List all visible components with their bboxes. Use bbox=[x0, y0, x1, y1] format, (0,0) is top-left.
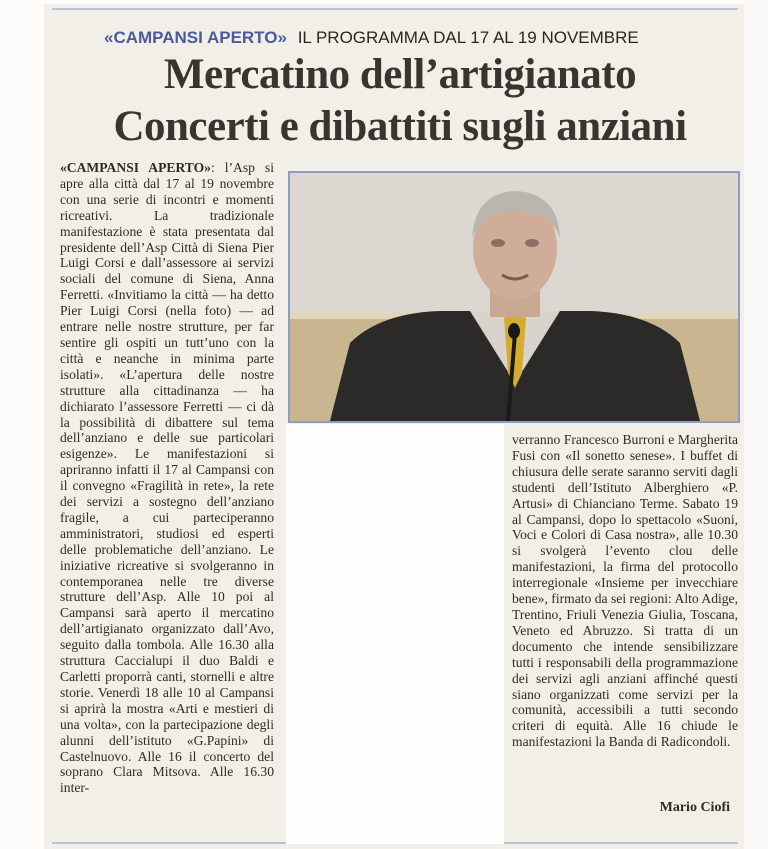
kicker-tag: «CAMPANSI APERTO» bbox=[104, 28, 287, 47]
headline-line-1: Mercatino dell’artigianato bbox=[163, 51, 637, 98]
scan-margin bbox=[744, 0, 768, 849]
headline-line-2: Concerti e dibattiti sugli anziani bbox=[113, 103, 687, 150]
blank-area bbox=[286, 424, 504, 844]
kicker-text: IL PROGRAMMA DAL 17 AL 19 NOVEMBRE bbox=[297, 28, 639, 47]
top-rule bbox=[52, 8, 738, 10]
left-column-text: : l’Asp si apre alla città dal 17 al 19 novembre con una serie di incontri e momenti ricreativi. La tradizionale manifestazione è stata presentata dal presidente dell’Asp Città di Siena Pier Luigi Corsi e dall’assessore ai servizi sociali del comune di Siena, Anna Ferretti. «Invitiamo la città — ha detto Pier Luigi Corsi (nella foto) — ad entrare nelle nostre strutture, per far sentire gli ospiti un tutt’uno con la città e neanche in minima parte isolati». «L’apertura delle nostre strutture alla cittadinanza — ha dichiarato l’assessore Ferretti — ci dà la possibilità di dibattere sul tema dell’anziano e delle sue particolari esigenze». Le manifestazioni si apriranno infatti il 17 al Campansi con il convegno «Fragilità in rete», la rete dei servizi a sostegno dell’anziano fragile, a cui parteciperanno amministratori, studiosi ed esperti delle problematiche dell’anziano. Le iniziative ricreative si svolgeranno in contemporanea nelle tre diverse strutture dell’Asp. Alle 10 poi al Campansi sarà aperto il mercatino dell’artigianato organizzato dall’Avo, seguito dalla tombola. Alle 16.30 alla struttura Caccialupi il duo Baldi e Carletti proporrà canti, stornelli e altre storie. Venerdì 18 alle 10 al Campansi si aprirà la mostra «Arti e mestieri di una volta», con la partecipazione degli alunni dell’istituto «G.Papini» di Castelnuovo. Alle 16 il concerto del soprano Clara Mitsova. Alle 16.30 inter- bbox=[60, 160, 274, 796]
article-column-left bbox=[60, 160, 274, 796]
author-signature: Mario Ciofi bbox=[659, 800, 730, 815]
lead-bold: «CAMPANSI APERTO» bbox=[60, 160, 211, 175]
right-column-text: verranno Francesco Burroni e Margherita Fusi con «Il sonetto senese». I buffet di chiusura delle serate saranno serviti dagli studenti dell’Istituto Alberghiero «P. Artusi» di Chianciano Terme. Sabato 19 al Campansi, dopo lo spettacolo «Suoni, Voci e Colori di Casa nostra», alle 10.30 si svolgerà l’evento clou delle manifestazioni, la firma del protocollo interregionale «Insieme per invecchiare bene», firmato da sei regioni: Alto Adige, Trentino, Friuli Venezia Giulia, Toscana, Veneto ed Abruzzo. Si tratta di un documento che intende sensibilizzare tutti i responsabili della programmazione dei servizi agli anziani affinché questi siano organizzati come servizi per la comunità, accessibili a tutti secondo criteri di equità. Alle 16 chiude le manifestazioni la Banda di Radicondoli. bbox=[512, 432, 738, 750]
kicker-line bbox=[104, 28, 724, 48]
speaker-at-podium-photo bbox=[288, 171, 740, 423]
article-column-right bbox=[512, 432, 738, 750]
